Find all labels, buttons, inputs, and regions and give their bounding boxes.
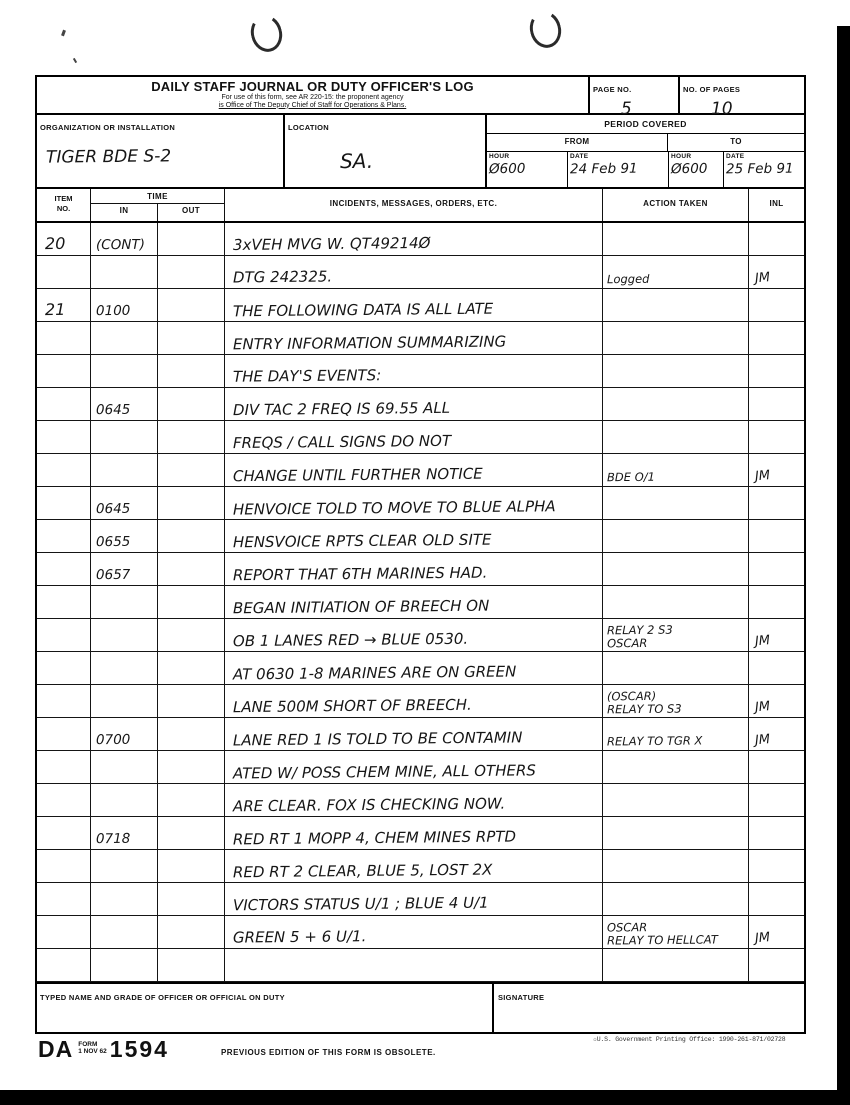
inl-cell: [748, 883, 804, 915]
table-row: [37, 718, 804, 751]
item-value: 21: [44, 299, 66, 320]
item-cell: [37, 619, 90, 651]
in-cell: [90, 949, 157, 981]
in-value: 0100: [95, 302, 131, 320]
form-edition-date: 1 NOV 62: [78, 1048, 107, 1056]
action-cell: [602, 289, 748, 321]
text-value: RED RT 2 CLEAR, BLUE 5, LOST 2X: [232, 860, 493, 882]
signature-row: [37, 982, 804, 1032]
text-cell: [224, 355, 602, 387]
in-cell: [90, 454, 157, 486]
inl-value: [749, 517, 755, 518]
inl-value: JM: [754, 930, 771, 947]
inl-cell: [748, 652, 804, 684]
organization-label: ORGANIZATION OR INSTALLATION: [40, 123, 176, 132]
action-cell: [602, 619, 748, 651]
inl-cell: [748, 718, 804, 750]
in-cell: [90, 850, 157, 882]
initials-header: INL: [748, 189, 804, 221]
text-cell: [224, 850, 602, 882]
out-cell: [157, 916, 224, 948]
inl-value: [749, 550, 755, 551]
item-cell: [37, 949, 90, 981]
signature-cell: [492, 984, 804, 1032]
text-cell: [224, 817, 602, 849]
action-taken-header: ACTION TAKEN: [602, 189, 748, 221]
item-cell: [37, 256, 90, 288]
action-cell: [602, 520, 748, 552]
action-cell: [602, 355, 748, 387]
item-cell: [37, 751, 90, 783]
text-cell: [224, 322, 602, 354]
in-cell: [90, 256, 157, 288]
text-cell: [224, 553, 602, 585]
action-value: RELAY TO TGR X: [606, 733, 703, 749]
out-cell: [157, 223, 224, 255]
table-row: [37, 652, 804, 685]
text-value: OB 1 LANES RED → BLUE 0530.: [232, 629, 469, 651]
action-cell: [602, 817, 748, 849]
in-cell: [90, 652, 157, 684]
action-cell: [602, 322, 748, 354]
inl-cell: [748, 586, 804, 618]
out-cell: [157, 487, 224, 519]
in-cell: [90, 685, 157, 717]
table-row: [37, 817, 804, 850]
item-label-line2: NO.: [56, 203, 71, 213]
form-subtitle-2: is Office of The Deputy Chief of Staff for Operations & Plans.: [218, 101, 407, 109]
in-cell: [90, 817, 157, 849]
text-value: REPORT THAT 6TH MARINES HAD.: [232, 563, 488, 585]
hour-label: HOUR: [489, 153, 510, 160]
out-cell: [157, 619, 224, 651]
table-row: [37, 322, 804, 355]
inl-cell: [748, 421, 804, 453]
location-label: LOCATION: [288, 123, 330, 132]
out-cell: [157, 388, 224, 420]
table-row: [37, 520, 804, 553]
out-cell: [157, 751, 224, 783]
item-cell: [37, 520, 90, 552]
typed-name-label: TYPED NAME AND GRADE OF OFFICER OR OFFICIAL ON DUTY: [40, 993, 285, 1002]
out-cell: [157, 520, 224, 552]
item-cell: [37, 421, 90, 453]
text-value: ENTRY INFORMATION SUMMARIZING: [232, 332, 507, 354]
table-row: [37, 949, 804, 982]
location-value: SA.: [339, 148, 374, 174]
table-row: [37, 586, 804, 619]
time-in-label: IN: [91, 204, 158, 221]
inl-value: JM: [754, 732, 771, 749]
table-row: [37, 421, 804, 454]
in-value: (CONT): [95, 236, 146, 254]
action-cell: [602, 751, 748, 783]
table-row: [37, 355, 804, 388]
to-hour-cell: [668, 152, 723, 187]
form-title: DAILY STAFF JOURNAL OR DUTY OFFICER'S LOG: [151, 79, 474, 94]
in-value: 0645: [95, 500, 131, 518]
action-value: (OSCAR) RELAY TO S3: [606, 688, 682, 716]
table-row: [37, 553, 804, 586]
inl-cell: [748, 454, 804, 486]
to-date-cell: [723, 152, 804, 187]
action-cell: [602, 652, 748, 684]
inl-cell: [748, 487, 804, 519]
out-cell: [157, 850, 224, 882]
table-row: [37, 256, 804, 289]
typed-name-cell: [37, 984, 492, 1032]
item-cell: [37, 916, 90, 948]
from-hour-value: Ø600: [488, 160, 526, 178]
text-cell: [224, 685, 602, 717]
in-cell: [90, 916, 157, 948]
inl-cell: [748, 784, 804, 816]
from-date-value: 24 Feb 91: [569, 160, 638, 178]
organization-cell: [37, 115, 283, 187]
item-cell: [37, 322, 90, 354]
item-no-header: [37, 189, 90, 221]
text-value: CHANGE UNTIL FURTHER NOTICE: [232, 464, 483, 486]
inl-value: [749, 913, 755, 914]
item-cell: [37, 388, 90, 420]
item-cell: [37, 850, 90, 882]
action-cell: [602, 883, 748, 915]
in-cell: [90, 883, 157, 915]
out-cell: [157, 652, 224, 684]
action-cell: [602, 388, 748, 420]
table-row: [37, 883, 804, 916]
text-cell: [224, 454, 602, 486]
text-cell: [224, 784, 602, 816]
form-number: 1594: [109, 1036, 169, 1062]
from-to-row: [487, 134, 804, 152]
date-label: DATE: [570, 153, 589, 160]
in-cell: [90, 388, 157, 420]
to-label: TO: [730, 137, 742, 146]
item-cell: [37, 586, 90, 618]
action-cell: [602, 256, 748, 288]
text-cell: [224, 223, 602, 255]
action-cell: [602, 454, 748, 486]
inl-cell: [748, 949, 804, 981]
item-cell: [37, 223, 90, 255]
action-cell: [602, 718, 748, 750]
item-cell: [37, 553, 90, 585]
in-cell: [90, 223, 157, 255]
out-cell: [157, 949, 224, 981]
binder-hole-right: [526, 8, 565, 51]
inl-value: JM: [754, 633, 771, 650]
form-header-row: [37, 77, 804, 120]
table-row: [37, 223, 804, 256]
out-cell: [157, 256, 224, 288]
hour-date-row: [487, 152, 804, 187]
text-cell: [224, 289, 602, 321]
page-no-label: PAGE NO.: [593, 85, 632, 94]
inl-cell: [748, 553, 804, 585]
item-cell: [37, 784, 90, 816]
out-cell: [157, 817, 224, 849]
inl-cell: [748, 256, 804, 288]
item-cell: [37, 685, 90, 717]
inl-value: [749, 385, 755, 386]
inl-value: [749, 682, 755, 683]
to-date-value: 25 Feb 91: [725, 160, 794, 178]
action-cell: [602, 784, 748, 816]
text-cell: [224, 388, 602, 420]
page-no-value: 5: [620, 98, 632, 120]
inl-cell: [748, 916, 804, 948]
inl-value: [749, 979, 755, 980]
obsolete-note: PREVIOUS EDITION OF THIS FORM IS OBSOLETE.: [220, 1048, 436, 1057]
text-cell: [224, 520, 602, 552]
in-cell: [90, 586, 157, 618]
da-abbrev: DA: [38, 1036, 74, 1062]
from-date-cell: [567, 152, 668, 187]
inl-cell: [748, 223, 804, 255]
text-cell: [224, 487, 602, 519]
item-cell: [37, 718, 90, 750]
inl-cell: [748, 289, 804, 321]
action-cell: [602, 553, 748, 585]
text-value: ARE CLEAR. FOX IS CHECKING NOW.: [232, 794, 506, 816]
table-row: [37, 850, 804, 883]
text-value: AT 0630 1-8 MARINES ARE ON GREEN: [232, 662, 517, 684]
table-row: [37, 289, 804, 322]
inl-value: [749, 814, 755, 815]
in-cell: [90, 421, 157, 453]
out-cell: [157, 289, 224, 321]
text-value: VICTORS STATUS U/1 ; BLUE 4 U/1: [232, 893, 489, 915]
inl-value: [749, 352, 755, 353]
action-value: BDE O/1: [606, 470, 655, 485]
inl-cell: [748, 685, 804, 717]
log-rows: [37, 223, 804, 982]
inl-value: [749, 253, 755, 254]
in-value: 0700: [95, 731, 131, 749]
incidents-header: INCIDENTS, MESSAGES, ORDERS, ETC.: [224, 189, 602, 221]
in-cell: [90, 289, 157, 321]
inl-cell: [748, 751, 804, 783]
text-value: ATED W/ POSS CHEM MINE, ALL OTHERS: [232, 761, 536, 783]
out-cell: [157, 355, 224, 387]
text-value: LANE RED 1 IS TOLD TO BE CONTAMIN: [232, 728, 523, 750]
table-row: [37, 487, 804, 520]
text-value: BEGAN INITIATION OF BREECH ON: [232, 596, 490, 618]
text-cell: [224, 256, 602, 288]
text-cell: [224, 916, 602, 948]
out-cell: [157, 421, 224, 453]
item-value: 20: [44, 233, 66, 254]
organization-value: TIGER BDE S-2: [45, 146, 172, 168]
item-cell: [37, 355, 90, 387]
item-cell: [37, 289, 90, 321]
location-cell: [283, 115, 485, 187]
in-value: 0657: [95, 566, 131, 584]
text-value: DTG 242325.: [232, 267, 333, 287]
inl-value: [749, 418, 755, 419]
in-cell: [90, 751, 157, 783]
inl-cell: [748, 817, 804, 849]
table-row: [37, 454, 804, 487]
form-edition-block: [78, 1041, 107, 1055]
action-value: OSCAR RELAY TO HELLCAT: [606, 919, 718, 947]
form-info-row: [37, 115, 804, 189]
inl-value: JM: [754, 468, 771, 485]
text-value: FREQS / CALL SIGNS DO NOT: [232, 431, 452, 453]
text-cell: [224, 619, 602, 651]
inl-value: JM: [754, 699, 771, 716]
text-value: DIV TAC 2 FREQ IS 69.55 ALL: [232, 398, 451, 420]
table-row: [37, 784, 804, 817]
inl-cell: [748, 322, 804, 354]
text-value: RED RT 1 MOPP 4, CHEM MINES RPTD: [232, 827, 517, 849]
in-cell: [90, 718, 157, 750]
in-cell: [90, 784, 157, 816]
out-cell: [157, 553, 224, 585]
action-cell: [602, 949, 748, 981]
inl-cell: [748, 355, 804, 387]
log-table-header: [37, 189, 804, 223]
scan-edge-right: [837, 26, 850, 1105]
form-number-line: [38, 1038, 436, 1061]
table-row: [37, 685, 804, 718]
scan-edge-bottom: [0, 1090, 850, 1105]
from-label: FROM: [487, 134, 668, 151]
signature-label: SIGNATURE: [498, 993, 545, 1002]
table-row: [37, 619, 804, 652]
period-covered-cell: [485, 115, 804, 187]
action-cell: [602, 421, 748, 453]
form-title-block: [37, 77, 588, 113]
in-value: 0655: [95, 533, 131, 551]
inl-value: [749, 583, 755, 584]
in-cell: [90, 553, 157, 585]
item-cell: [37, 454, 90, 486]
action-cell: [602, 223, 748, 255]
no-of-pages-cell: [678, 77, 804, 120]
time-header: [90, 189, 224, 221]
scan-speck: [73, 58, 77, 63]
to-hour-value: Ø600: [670, 160, 708, 178]
inl-value: JM: [754, 270, 771, 287]
inl-value: [749, 319, 755, 320]
item-cell: [37, 817, 90, 849]
inl-cell: [748, 520, 804, 552]
out-cell: [157, 784, 224, 816]
in-cell: [90, 619, 157, 651]
text-value: HENVOICE TOLD TO MOVE TO BLUE ALPHA: [232, 497, 556, 519]
hour-label: HOUR: [671, 153, 692, 160]
out-cell: [157, 685, 224, 717]
item-cell: [37, 652, 90, 684]
table-row: [37, 751, 804, 784]
date-label: DATE: [726, 153, 745, 160]
in-cell: [90, 487, 157, 519]
gpo-print-note: ✩U.S. Government Printing Office: 1990-261-871/02728: [593, 1036, 786, 1043]
period-covered-label: PERIOD COVERED: [487, 115, 804, 134]
inl-value: [749, 781, 755, 782]
text-cell: [224, 586, 602, 618]
time-out-label: OUT: [181, 206, 201, 215]
inl-cell: [748, 619, 804, 651]
in-cell: [90, 520, 157, 552]
text-value: THE FOLLOWING DATA IS ALL LATE: [232, 299, 494, 321]
text-cell: [224, 751, 602, 783]
inl-value: [749, 847, 755, 848]
action-value: RELAY 2 S3 OSCAR: [606, 622, 673, 650]
inl-cell: [748, 850, 804, 882]
form-subtitle-1: For use of this form, see AR 220-15: the proponent agency: [221, 93, 404, 101]
out-cell: [157, 718, 224, 750]
form-word: FORM: [78, 1041, 98, 1048]
action-cell: [602, 850, 748, 882]
text-value: THE DAY'S EVENTS:: [232, 366, 382, 386]
inl-value: [749, 880, 755, 881]
out-cell: [157, 322, 224, 354]
table-row: [37, 388, 804, 421]
out-cell: [157, 586, 224, 618]
in-cell: [90, 322, 157, 354]
out-cell: [157, 454, 224, 486]
page-no-cell: [588, 77, 678, 120]
text-cell: [224, 421, 602, 453]
item-cell: [37, 883, 90, 915]
table-row: [37, 916, 804, 949]
in-cell: [90, 355, 157, 387]
no-of-pages-value: 10: [710, 98, 733, 120]
text-value: GREEN 5 + 6 U/1.: [232, 927, 367, 947]
inl-cell: [748, 388, 804, 420]
in-value: 0718: [95, 830, 131, 848]
text-cell: [224, 718, 602, 750]
item-label-line1: ITEM: [54, 194, 73, 203]
from-hour-cell: [487, 152, 567, 187]
action-cell: [602, 916, 748, 948]
item-cell: [37, 487, 90, 519]
inl-value: [749, 451, 755, 452]
action-cell: [602, 487, 748, 519]
text-cell: [224, 949, 602, 981]
in-value: 0645: [95, 401, 131, 419]
action-value: Logged: [606, 272, 650, 287]
da-form-1594: [35, 75, 806, 1034]
inl-value: [749, 616, 755, 617]
text-cell: [224, 652, 602, 684]
no-of-pages-label: NO. OF PAGES: [683, 85, 741, 94]
text-value: 3xVEH MVG W. QT49214Ø: [232, 233, 431, 254]
text-value: LANE 500M SHORT OF BREECH.: [232, 695, 472, 717]
text-cell: [224, 883, 602, 915]
out-cell: [157, 883, 224, 915]
action-cell: [602, 685, 748, 717]
text-value: HENSVOICE RPTS CLEAR OLD SITE: [232, 530, 492, 552]
time-label: TIME: [91, 189, 224, 204]
binder-hole-left: [247, 12, 286, 55]
action-cell: [602, 586, 748, 618]
scan-speck: [61, 30, 66, 37]
